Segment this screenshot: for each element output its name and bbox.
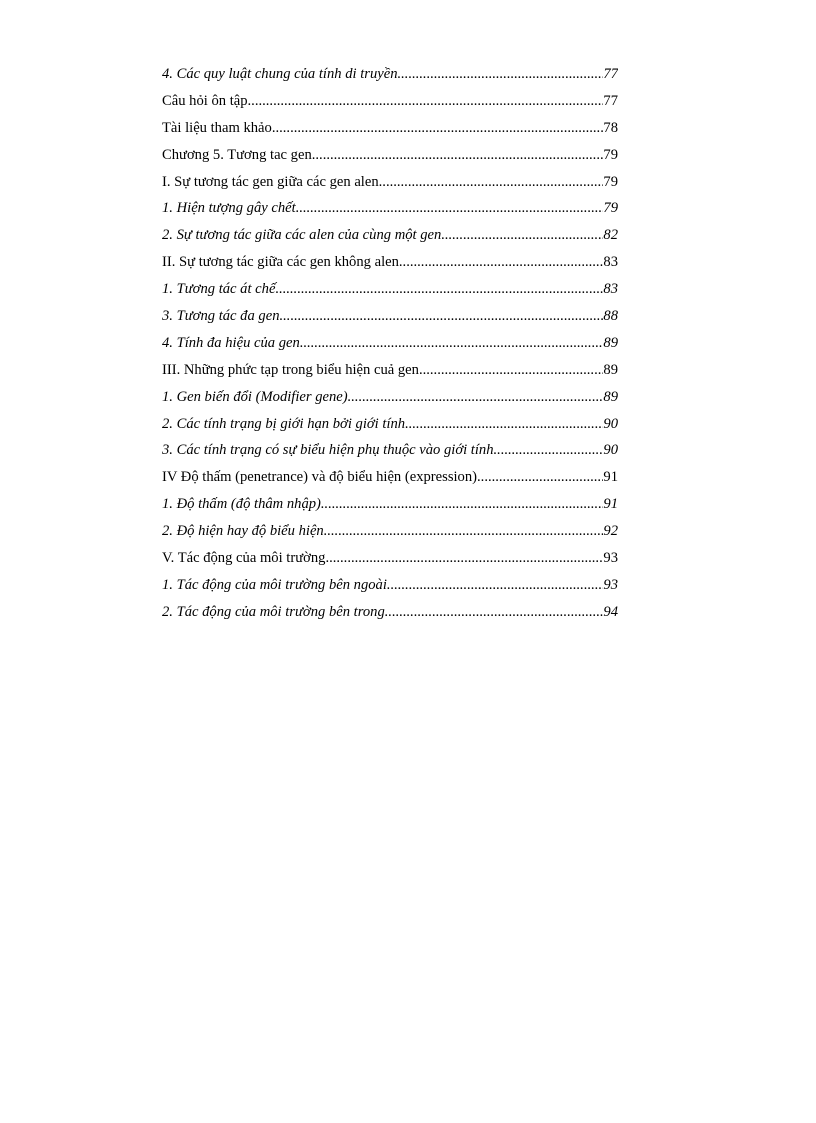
toc-dot-leader <box>348 387 604 407</box>
toc-dot-leader <box>385 602 604 622</box>
toc-entry <box>162 548 618 575</box>
toc-entry-title: 2. Sự tương tác giữa các alen của cùng một gen <box>162 227 442 244</box>
toc-entry-title: II. Sự tương tác giữa các gen không alen <box>162 254 399 271</box>
toc-entry <box>162 64 618 91</box>
toc-dot-leader <box>399 252 604 272</box>
table-of-contents <box>162 64 618 629</box>
toc-entry <box>162 279 618 306</box>
toc-dot-leader <box>441 225 603 245</box>
toc-entry-title: 2. Tác động của môi trường bên trong <box>162 603 385 620</box>
toc-dot-leader <box>280 306 604 326</box>
toc-entry-page-number: 93 <box>603 550 618 567</box>
toc-entry-title: 2. Các tính trạng bị giới hạn bởi giới tính <box>162 415 406 432</box>
toc-dot-leader <box>275 279 603 299</box>
toc-entry <box>162 118 618 145</box>
toc-entry <box>162 414 618 441</box>
toc-entry-title: 1. Tương tác át chế <box>162 281 276 298</box>
toc-entry-title: I. Sự tương tác gen giữa các gen alen <box>162 173 379 190</box>
toc-entry-page-number: 79 <box>603 173 618 190</box>
toc-entry-page-number: 89 <box>603 334 618 351</box>
toc-entry-page-number: 88 <box>603 308 618 325</box>
toc-entry <box>162 360 618 387</box>
toc-entry-page-number: 77 <box>603 66 618 82</box>
toc-entry <box>162 172 618 199</box>
toc-dot-leader <box>321 494 604 514</box>
toc-entry-title: 2. Độ hiện hay độ biểu hiện <box>162 523 324 540</box>
toc-entry-title: 1. Độ thấm (độ thâm nhập) <box>162 496 321 513</box>
toc-entry-page-number: 89 <box>603 388 618 405</box>
toc-entry-page-number: 94 <box>603 603 618 620</box>
toc-entry <box>162 467 618 494</box>
toc-entry-page-number: 92 <box>603 523 618 540</box>
toc-entry-title: 4. Tính đa hiệu của gen <box>162 334 300 351</box>
toc-entry-page-number: 90 <box>603 415 618 432</box>
toc-entry-page-number: 83 <box>603 254 618 271</box>
toc-dot-leader <box>312 145 604 165</box>
toc-entry <box>162 91 618 118</box>
toc-entry <box>162 440 618 467</box>
toc-dot-leader <box>477 467 603 487</box>
toc-dot-leader <box>398 64 604 84</box>
toc-dot-leader <box>272 118 604 138</box>
toc-dot-leader <box>494 440 604 460</box>
toc-entry <box>162 306 618 333</box>
toc-entry-title: 1. Hiện tượng gây chết <box>162 200 296 217</box>
toc-entry-title: 3. Các tính trạng có sự biểu hiện phụ thuộc vào giới tính <box>162 442 494 459</box>
toc-entry-page-number: 93 <box>603 576 618 593</box>
toc-entry-page-number: 91 <box>603 496 618 513</box>
toc-entry-page-number: 91 <box>603 469 618 486</box>
toc-entry-page-number: 90 <box>603 442 618 459</box>
toc-entry <box>162 252 618 279</box>
toc-entry-title: 4. Các quy luật chung của tính di truyền <box>162 66 398 82</box>
toc-entry-title: 3. Tương tác đa gen <box>162 308 280 325</box>
toc-dot-leader <box>324 521 604 541</box>
toc-entry <box>162 521 618 548</box>
toc-entry <box>162 225 618 252</box>
toc-dot-leader <box>296 198 604 218</box>
toc-entry-page-number: 83 <box>603 281 618 298</box>
toc-entry <box>162 575 618 602</box>
toc-entry-title: Chương 5. Tương tac gen <box>162 146 312 163</box>
toc-entry-title: 1. Gen biến đổi (Modifier gene) <box>162 388 348 405</box>
toc-entry-page-number: 79 <box>603 146 618 163</box>
toc-dot-leader <box>387 575 603 595</box>
toc-entry <box>162 198 618 225</box>
toc-entry-title: 1. Tác động của môi trường bên ngoài <box>162 576 387 593</box>
toc-entry <box>162 494 618 521</box>
toc-dot-leader <box>325 548 603 568</box>
toc-dot-leader <box>248 91 604 111</box>
toc-entry <box>162 602 618 629</box>
toc-dot-leader <box>419 360 603 380</box>
toc-entry-page-number: 89 <box>603 361 618 378</box>
toc-entry <box>162 145 618 172</box>
toc-dot-leader <box>300 333 604 353</box>
toc-dot-leader <box>379 172 604 192</box>
toc-entry-page-number: 77 <box>603 92 618 109</box>
toc-entry-page-number: 79 <box>603 200 618 217</box>
toc-entry-title: III. Những phức tạp trong biểu hiện cuả gen <box>162 361 419 378</box>
toc-entry-title: IV Độ thấm (penetrance) và độ biểu hiện (expression) <box>162 469 478 486</box>
toc-entry <box>162 333 618 360</box>
toc-entry-title: V. Tác động của môi trường <box>162 550 326 567</box>
toc-entry-page-number: 78 <box>603 119 618 136</box>
toc-dot-leader <box>405 414 603 434</box>
toc-entry-page-number: 82 <box>603 227 618 244</box>
toc-entry-title: Tài liệu tham khảo <box>162 119 272 136</box>
toc-entry <box>162 387 618 414</box>
toc-entry-title: Câu hỏi ôn tập <box>162 92 248 109</box>
